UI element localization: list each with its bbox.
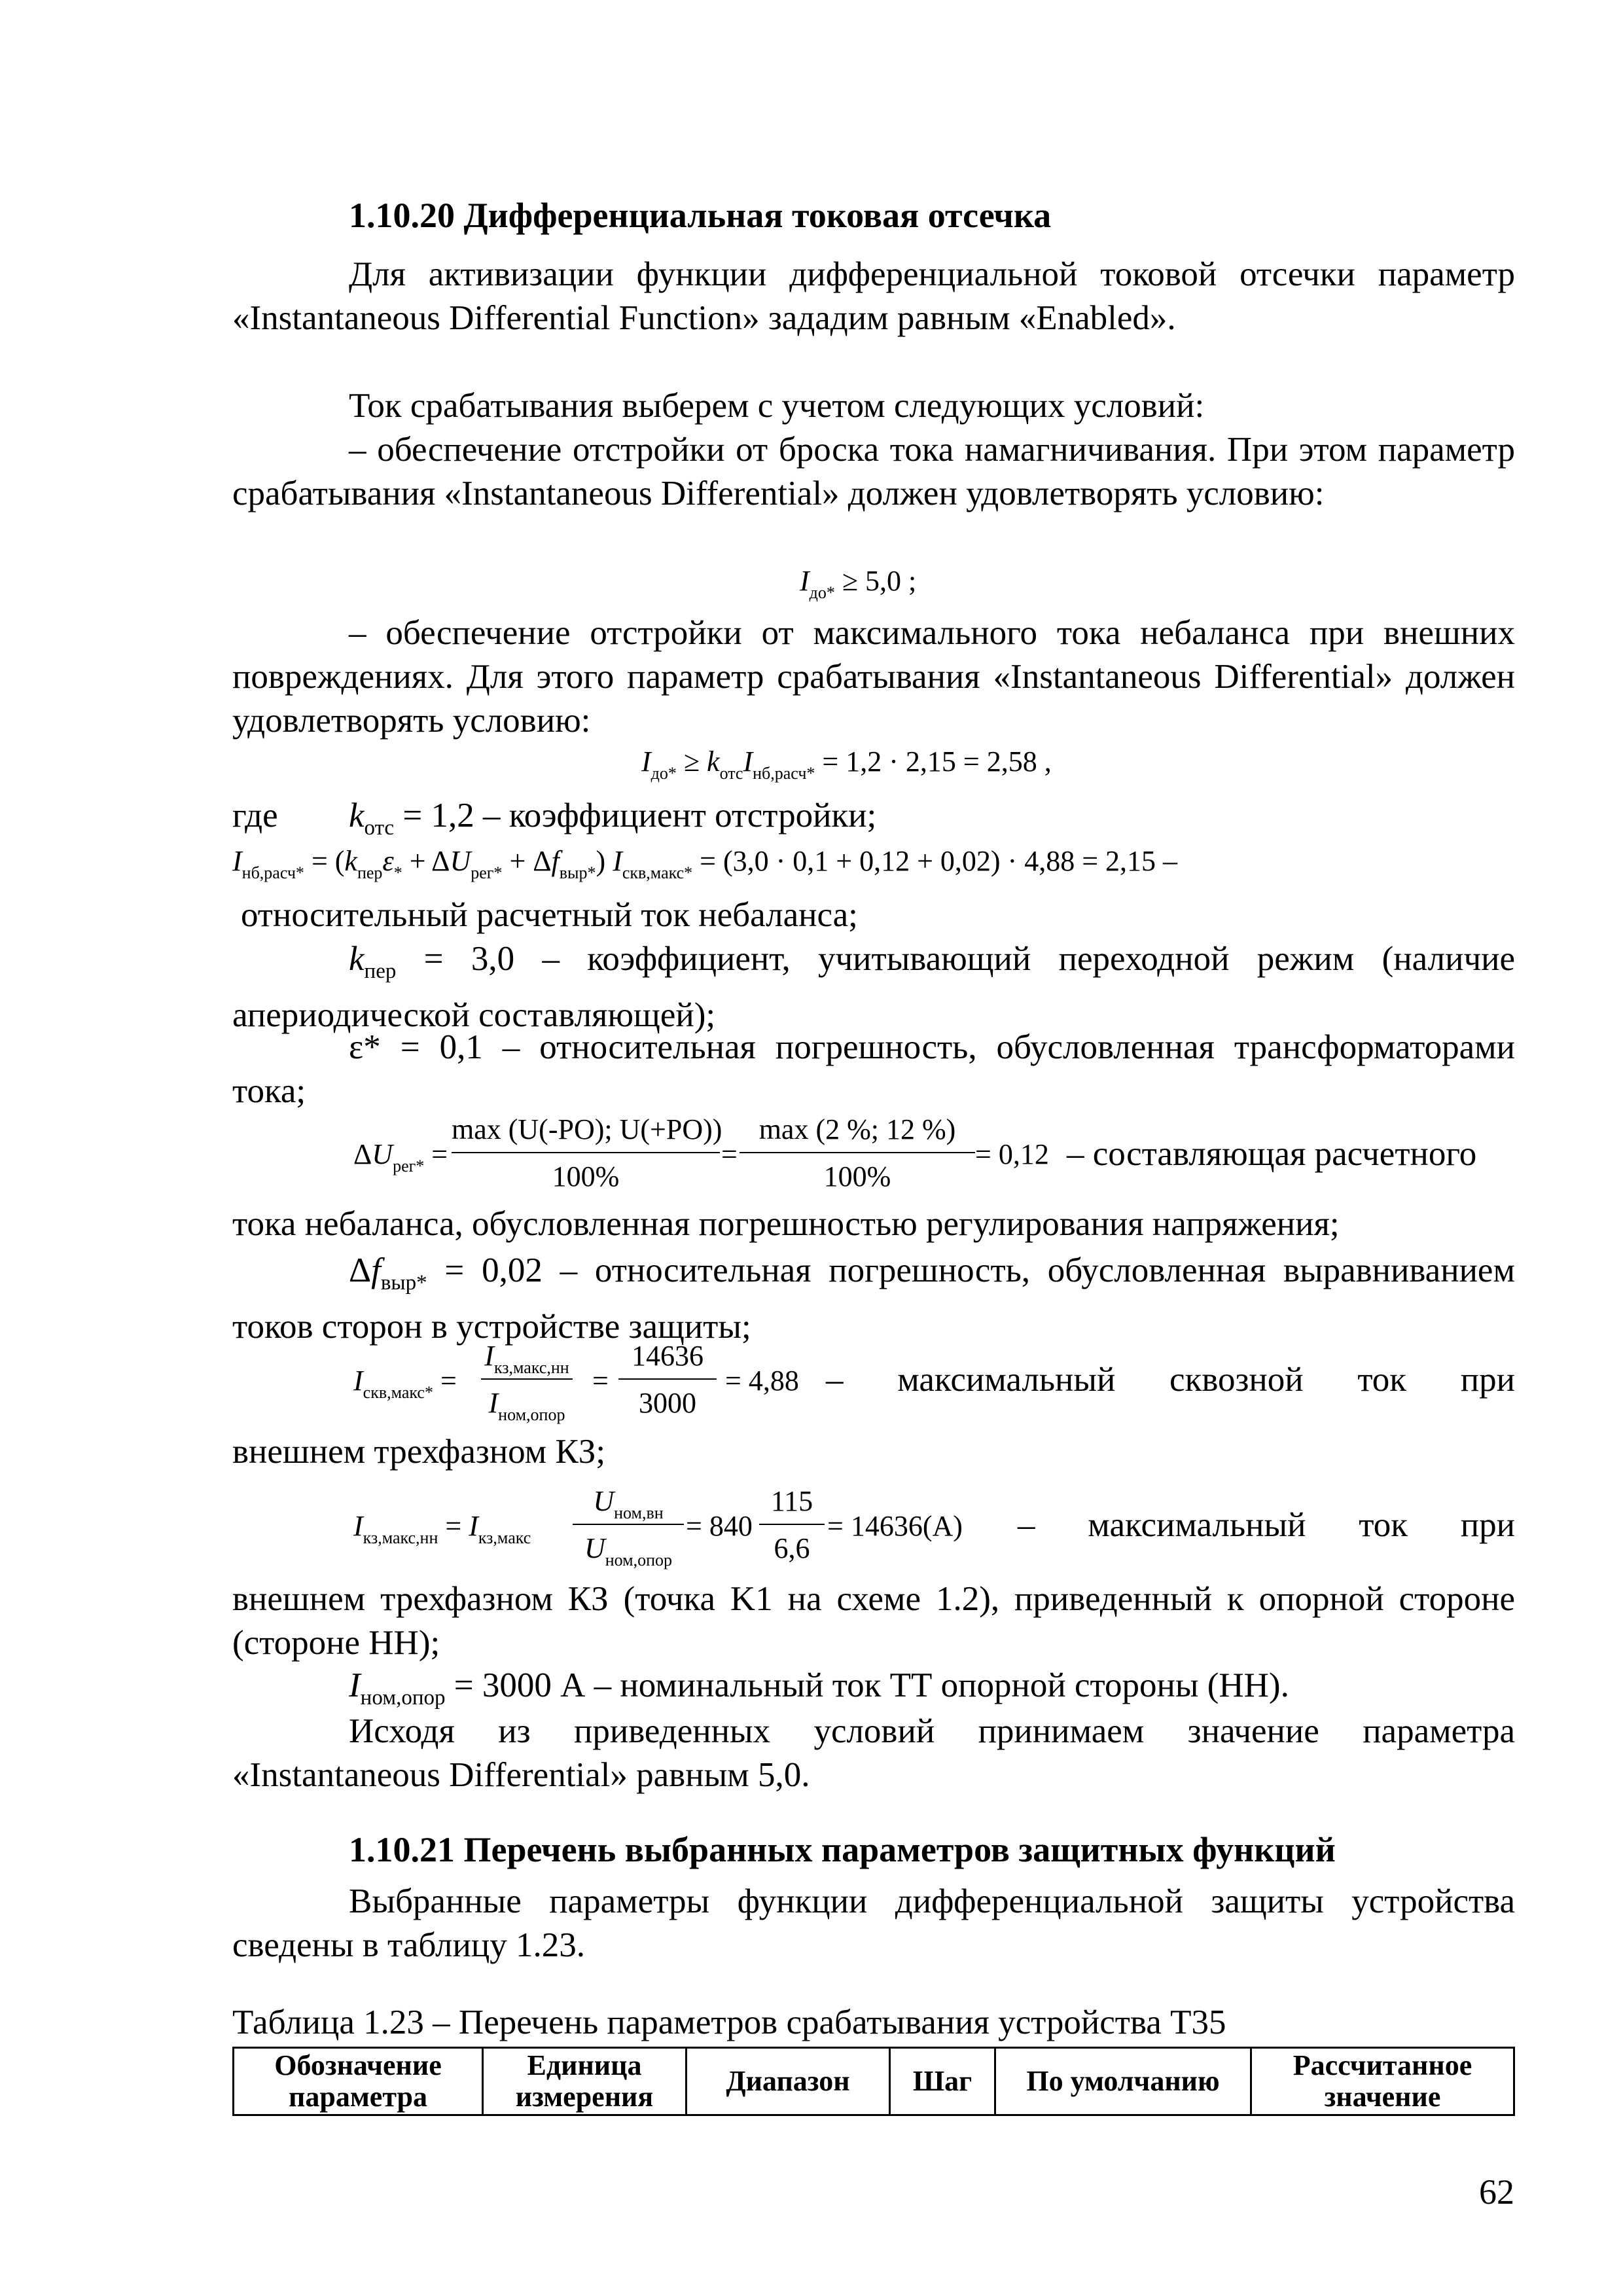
formula-setting-rhs: = 1,2 · 2,15 = 2,58 , xyxy=(822,745,1052,778)
k-per-definition: $k_{пер} = 3,0$ – коэффициент, учитывающий переходной режим (наличие апериодической составляющей); xyxy=(232,940,1516,1034)
inom-definition: $I_{ном,опор} = 3000$ А – номинальный ток ТТ опорной стороны (НН). xyxy=(349,1666,1289,1710)
page-number: 62 xyxy=(1479,2172,1514,2212)
formula-isk-denominator: 3000 xyxy=(639,1387,696,1419)
k-ots-text: = 1,2 – коэффициент отстройки; xyxy=(402,797,877,834)
formula-du-numerator: max (U(-PO); U(+PO)) xyxy=(452,1113,722,1145)
formula-du-result: = 0,12 xyxy=(975,1138,1049,1170)
paragraph-conditions: Ток срабатывания выберем с учетом следующих условий: xyxy=(349,387,1205,425)
formula-ikz-den-symbol: $U_{ном,опор}$ xyxy=(584,1532,673,1570)
where-label: где xyxy=(232,797,278,834)
fraction-bar xyxy=(740,1152,975,1153)
df-text: = 0,02 – относительная погрешность, обусловленная выравниванием токов сторон в устройстве защиты; xyxy=(232,1251,1515,1346)
formula-isk-result: = 4,88 xyxy=(725,1365,799,1397)
unbalance-description: относительный расчетный ток небаланса; xyxy=(241,896,858,934)
paragraph-table-intro: Выбранные параметры функции дифференциальной защиты устройства сведены в таблицу 1.23. xyxy=(232,1882,1515,1964)
table-header-cell: Диапазон xyxy=(687,2048,890,2115)
table-header-cell: По умолчанию xyxy=(995,2048,1251,2115)
formula-du-denominator: 100% xyxy=(552,1160,620,1193)
table-header-cell: Рассчитанное значение xyxy=(1251,2048,1514,2115)
isk-description: – максимальный сквозной ток при xyxy=(826,1361,1515,1399)
fraction-bar xyxy=(573,1524,684,1525)
fraction-bar xyxy=(759,1524,825,1525)
formula-ikz-coefficient: = 840 xyxy=(686,1510,753,1542)
table-header-cell: Шаг xyxy=(890,2048,995,2115)
isk-description-continued: внешнем трехфазном КЗ; xyxy=(232,1433,606,1471)
formula-du-numerator-values: max (2 %; 12 %) xyxy=(758,1113,956,1145)
table-caption: Таблица 1.23 – Перечень параметров срабатывания устройства T35 xyxy=(232,2003,1226,2041)
formula-inrush-rhs: ≥ 5,0 ; xyxy=(842,565,917,597)
formula-isk-lhs: $I_{скв,макс*}$ = xyxy=(353,1365,457,1402)
formula-isk-numerator: 14636 xyxy=(632,1340,704,1372)
paragraph-unbalance-condition: – обеспечение отстройки от максимального тока небаланса при внешних повреждениях. Для этого параметр срабатывания «Instantaneous Differential» должен удовлетворять условию: xyxy=(232,614,1515,740)
formula-ikz-num-symbol: $U_{ном,вн}$ xyxy=(593,1485,664,1522)
df-definition: $\Delta f_{выр*} = 0,02$ – относительная погрешность, обусловленная выравниванием токов сторон в устройстве защиты; xyxy=(232,1251,1515,1346)
formula-setting: $I_{до*} \ge k_{отс}I_{нб,расч*} = 1,2 \cdot 2,15 = 2,58$ , xyxy=(641,745,1052,783)
du-description: – составляющая расчетного xyxy=(1067,1135,1477,1173)
ikz-description: – максимальный ток при xyxy=(1018,1506,1515,1544)
paragraph-inrush-condition: – обеспечение отстройки от броска тока намагничивания. При этом параметр срабатывания «Instantaneous Differential» должен удовлетворять условию: xyxy=(232,431,1515,512)
fraction-bar xyxy=(481,1378,573,1380)
paragraph-accept-value: Исходя из приведенных условий принимаем значение параметра «Instantaneous Differential» равным 5,0. xyxy=(232,1712,1515,1794)
formula-isk-num-symbol: $I_{кз,макс,нн}$ xyxy=(484,1340,569,1377)
equals-sign: = xyxy=(592,1365,609,1397)
parameters-table xyxy=(232,2047,1515,2116)
formula-ikz-numerator: 115 xyxy=(770,1485,813,1517)
formula-ikz-lhs: $I_{кз,макс,нн} = I_{кз,макс}$ xyxy=(353,1510,531,1547)
paragraph-activate: Для активизации функции дифференциальной токовой отсечки параметр «Instantaneous Differential Function» зададим равным «Enabled». xyxy=(232,255,1515,337)
k-ots-definition: $k_{отс} = 1,2$ – коэффициент отстройки; xyxy=(349,797,877,840)
formula-isk-den-symbol: $I_{ном,опор}$ xyxy=(488,1387,565,1424)
formula-ikz-denominator: 6,6 xyxy=(774,1532,810,1564)
section-heading-1-10-21: 1.10.21 Перечень выбранных параметров защитных функций xyxy=(349,1830,1336,1869)
inom-text: = 3000 А – номинальный ток ТТ опорной стороны (НН). xyxy=(454,1666,1289,1704)
formula-unbalance-current: $I_{нб,расч*} = (k_{пер}\varepsilon_* + \Delta U_{рег*} + \Delta f_{выр*}) I_{скв,макс*} = (3,0 \cdot 0,1 + 0,12 + 0,02) \cdot 4,88 = 2,15$ – xyxy=(232,845,1178,882)
k-per-text: = 3,0 – коэффициент, учитывающий переходной режим (наличие апериодической составляющей); xyxy=(232,940,1516,1034)
formula-du-denominator-2: 100% xyxy=(823,1160,891,1193)
fraction-bar xyxy=(452,1152,720,1153)
table-header-cell: Обозначение параметра xyxy=(234,2048,483,2115)
section-heading-1-10-20: 1.10.20 Дифференциальная токовая отсечка xyxy=(349,196,1052,235)
ikz-description-continued: внешнем трехфазном КЗ (точка K1 на схеме 1.2), приведенный к опорной стороне (стороне НН); xyxy=(232,1580,1515,1662)
equals-sign: = xyxy=(721,1138,738,1170)
table-header-cell: Единица измерения xyxy=(483,2048,687,2115)
formula-du-lhs: $\Delta U_{рег*}$ = xyxy=(353,1138,448,1175)
formula-inrush: $I_{до*} \ge 5,0$ ; xyxy=(800,565,917,602)
formula-unbalance-rhs: = (3,0 · 0,1 + 0,12 + 0,02) · 4,88 = 2,15 – xyxy=(700,845,1178,877)
formula-ikz-result: = 14636(A) xyxy=(827,1510,963,1542)
table-header-row xyxy=(234,2048,1514,2115)
fraction-bar xyxy=(618,1378,717,1380)
epsilon-definition: ε* = 0,1 – относительная погрешность, обусловленная трансформаторами тока; xyxy=(232,1028,1515,1110)
du-description-continued: тока небаланса, обусловленная погрешностью регулирования напряжения; xyxy=(232,1205,1340,1243)
